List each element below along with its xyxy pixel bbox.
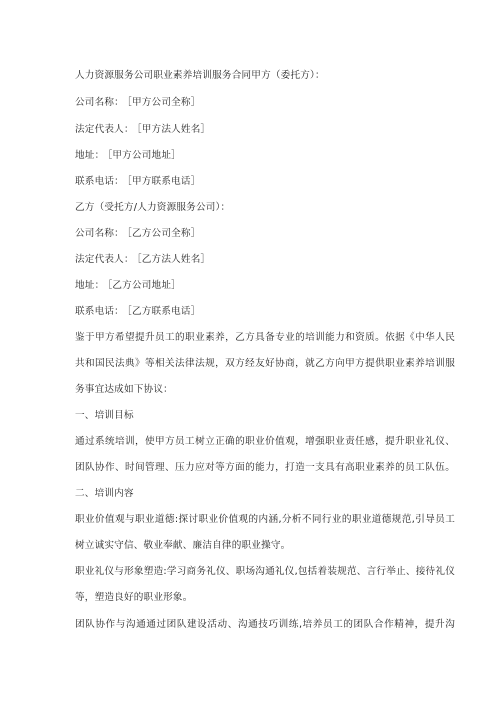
section-2-title: 二、培训内容 — [75, 488, 134, 499]
party-b-rep-label: 法定代表人： — [75, 254, 134, 265]
party-a-company-row — [75, 97, 455, 109]
preamble-line: 鉴于甲方希望提升员工的职业素养，乙方具备专业的培训能力和资质。依据《中华人民 — [75, 332, 455, 343]
party-b-header: 乙方（受托方/人力资源服务公司）： — [75, 202, 231, 213]
party-b-rep-value: ［乙方法人姓名］ — [136, 254, 211, 265]
content-item-1-line: 职业价值观与职业道德:探讨职业价值观的内涵,分析不同行业的职业道德规范,引导员工 — [75, 514, 455, 525]
party-a-rep-row — [75, 124, 455, 136]
section-1-line: 团队协作、时间管理、压力应对等方面的能力，打造一支具有高职业素养的员工队伍。 — [75, 462, 455, 473]
party-b-company-label: 公司名称： — [75, 228, 124, 239]
party-b-phone-label: 联系电话： — [75, 306, 124, 317]
party-a-phone-label: 联系电话： — [75, 176, 124, 187]
party-a-address-label: 地址： — [75, 150, 105, 161]
party-a-phone-value: ［甲方联系电话］ — [126, 176, 201, 187]
content-item-2-line: 等，塑造良好的职业形象。 — [75, 592, 193, 603]
section-1-title: 一、培训目标 — [75, 410, 134, 421]
section-1-line: 通过系统培训，使甲方员工树立正确的职业价值观，增强职业责任感，提升职业礼仪、 — [75, 436, 455, 447]
party-b-company-row — [75, 228, 455, 240]
party-b-company-value: ［乙方公司全称］ — [126, 228, 201, 239]
party-b-phone-value: ［乙方联系电话］ — [126, 306, 201, 317]
party-a-header: 人力资源服务公司职业素养培训服务合同甲方（委托方）： — [75, 70, 325, 81]
party-b-rep-row — [75, 254, 455, 266]
party-a-address-row — [75, 150, 455, 162]
party-a-address-value: ［甲方公司地址］ — [107, 150, 181, 161]
party-b-address-row — [75, 280, 455, 292]
preamble-line: 务事宜达成如下协议： — [75, 384, 173, 395]
content-item-1-line: 树立诚实守信、敬业奉献、廉洁自律的职业操守。 — [75, 540, 291, 551]
content-item-3-line: 团队协作与沟通通过团队建设活动、沟通技巧训练,培养员工的团队合作精神，提升沟 — [75, 619, 455, 630]
party-b-phone-row — [75, 306, 455, 318]
party-a-company-label: 公司名称： — [75, 97, 124, 108]
party-a-company-value: ［甲方公司全称］ — [126, 97, 201, 108]
content-item-2-line: 职业礼仪与形象塑造:学习商务礼仪、职场沟通礼仪,包括着装规范、言行举止、接待礼仪 — [75, 566, 455, 577]
party-a-phone-row — [75, 176, 455, 188]
party-a-rep-label: 法定代表人： — [75, 124, 134, 135]
party-b-address-value: ［乙方公司地址］ — [107, 280, 181, 291]
preamble-line: 共和国民法典》等相关法律法规，双方经友好协商，就乙方向甲方提供职业素养培训服 — [75, 358, 455, 369]
party-b-address-label: 地址： — [75, 280, 105, 291]
party-a-rep-value: ［甲方法人姓名］ — [136, 124, 211, 135]
